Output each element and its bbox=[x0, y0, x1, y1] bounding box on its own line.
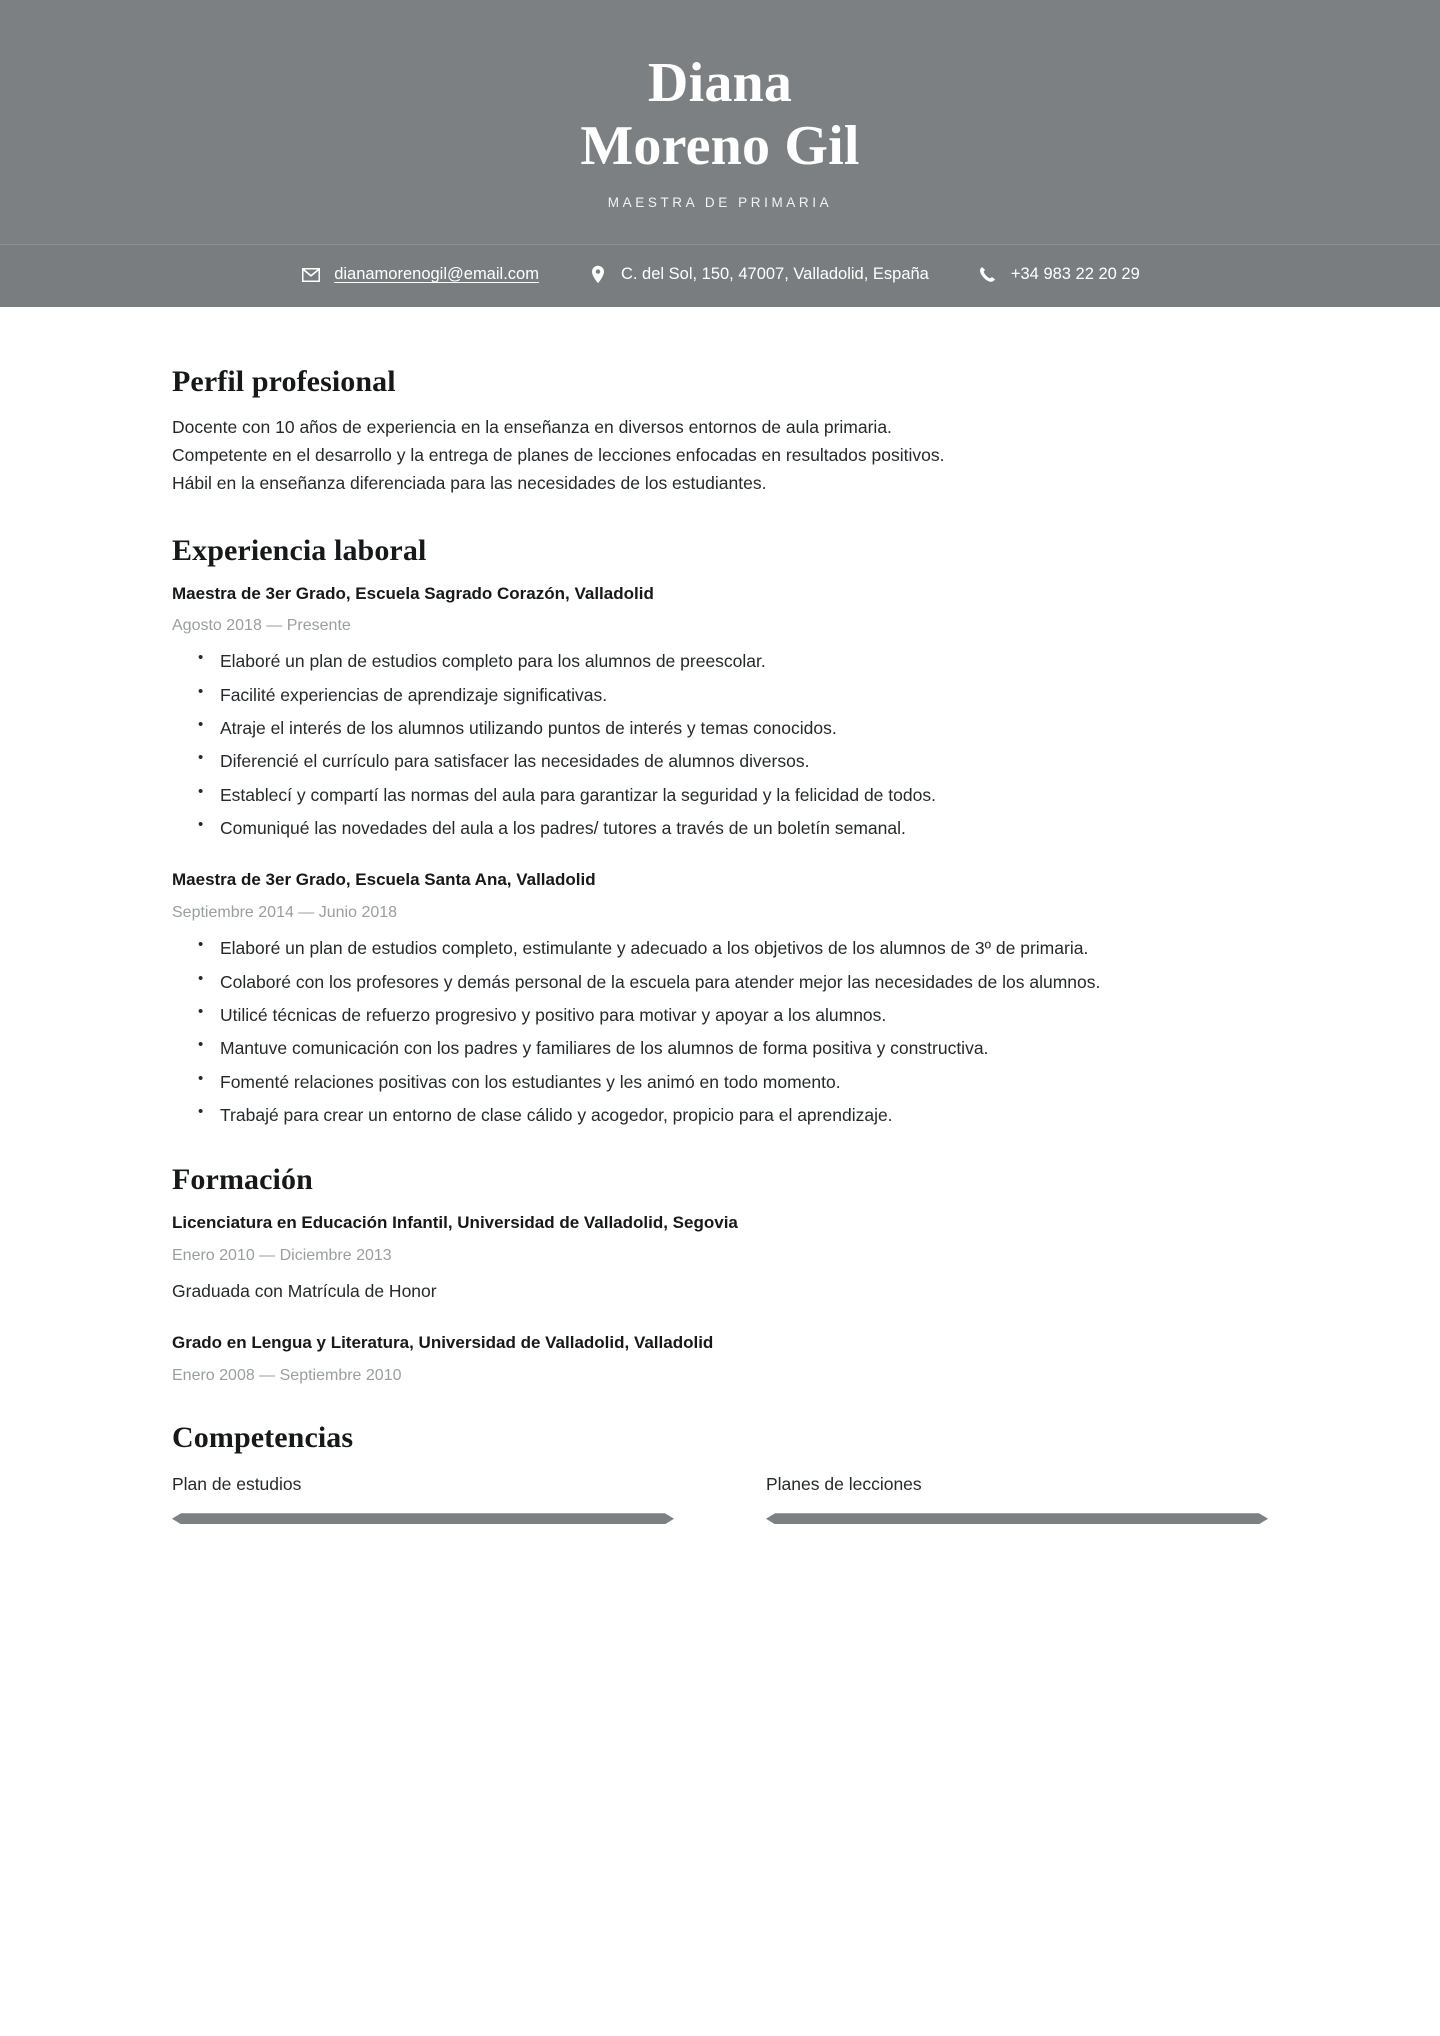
skills-grid bbox=[172, 1469, 1268, 1524]
experience-entry bbox=[172, 868, 1268, 1129]
bullet-item: • Elaboré un plan de estudios completo, estimulante y adecuado a los objetivos de los alumnos de 3º de primaria. bbox=[198, 934, 1268, 962]
education-entry bbox=[172, 1211, 1268, 1305]
education-entry-note: Graduada con Matrícula de Honor bbox=[172, 1281, 437, 1302]
bullet-item: • Elaboré un plan de estudios completo para los alumnos de preescolar. bbox=[198, 647, 1268, 675]
envelope-icon bbox=[300, 265, 322, 285]
skill-label: Plan de estudios bbox=[172, 1474, 302, 1494]
skill-level-track bbox=[172, 1513, 674, 1524]
bullet-item: • Comuniqué las novedades del aula a los padres/ tutores a través de un boletín semanal. bbox=[198, 814, 1268, 842]
phone-icon bbox=[977, 265, 999, 285]
section-profile bbox=[172, 365, 1268, 498]
profile-line: Docente con 10 años de experiencia en la enseñanza en diversos entornos de aula primaria. bbox=[172, 416, 892, 437]
bullet-item: • Atraje el interés de los alumnos utilizando puntos de interés y temas conocidos. bbox=[198, 714, 1268, 742]
experience-bullet-list bbox=[172, 934, 1268, 1129]
section-title-profile: Perfil profesional bbox=[172, 364, 396, 398]
resume-header bbox=[0, 0, 1440, 244]
experience-entry-dates: Septiembre 2014 — Junio 2018 bbox=[172, 904, 398, 922]
contact-email-text: dianamorenogil@email.com bbox=[334, 265, 539, 284]
last-name: Moreno Gil bbox=[580, 115, 860, 178]
section-education bbox=[172, 1163, 1268, 1387]
contact-phone bbox=[977, 265, 1140, 285]
contact-group bbox=[300, 265, 1140, 285]
education-entry bbox=[172, 1331, 1268, 1387]
bullet-item: • Colaboré con los profesores y demás personal de la escuela para atender mejor las necesidades de los alumnos. bbox=[198, 968, 1268, 996]
bullet-item: • Mantuve comunicación con los padres y familiares de los alumnos de forma positiva y constructiva. bbox=[198, 1034, 1268, 1062]
contact-bar bbox=[0, 244, 1440, 307]
bullet-item: • Utilicé técnicas de refuerzo progresivo y positivo para motivar y apoyar a los alumnos. bbox=[198, 1001, 1268, 1029]
bullet-item: • Facilité experiencias de aprendizaje significativas. bbox=[198, 681, 1268, 709]
experience-entry-title: Maestra de 3er Grado, Escuela Santa Ana, Valladolid bbox=[172, 870, 596, 890]
experience-entry-title: Maestra de 3er Grado, Escuela Sagrado Corazón, Valladolid bbox=[172, 583, 654, 603]
bullet-item: • Trabajé para crear un entorno de clase cálido y acogedor, propicio para el aprendizaje. bbox=[198, 1101, 1268, 1129]
skill-level-fill bbox=[766, 1513, 1268, 1524]
resume-body bbox=[0, 307, 1440, 1739]
skill-level-fill bbox=[172, 1513, 674, 1524]
profile-line: Hábil en la enseñanza diferenciada para las necesidades de los estudiantes. bbox=[172, 473, 767, 494]
section-title-experience: Experiencia laboral bbox=[172, 533, 427, 567]
profile-line: Competente en el desarrollo y la entrega de planes de lecciones enfocadas en resultados positivos. bbox=[172, 444, 945, 465]
experience-bullet-list bbox=[172, 647, 1268, 842]
bullet-item: • Fomenté relaciones positivas con los estudiantes y les animó en todo momento. bbox=[198, 1068, 1268, 1096]
section-experience bbox=[172, 534, 1268, 1130]
contact-email[interactable] bbox=[300, 265, 539, 285]
contact-address bbox=[587, 265, 929, 285]
education-entry-title: Licenciatura en Educación Infantil, Universidad de Valladolid, Segovia bbox=[172, 1213, 738, 1233]
contact-phone-text: +34 983 22 20 29 bbox=[1010, 265, 1140, 284]
map-pin-icon bbox=[587, 265, 609, 285]
section-skills bbox=[172, 1421, 1268, 1524]
experience-entry bbox=[172, 582, 1268, 843]
experience-entry-dates: Agosto 2018 — Presente bbox=[172, 617, 351, 635]
bullet-item: • Establecí y compartí las normas del aula para garantizar la seguridad y la felicidad de todos. bbox=[198, 781, 1268, 809]
skill-item bbox=[766, 1469, 1268, 1524]
bullet-item: • Diferencié el currículo para satisfacer las necesidades de alumnos diversos. bbox=[198, 747, 1268, 775]
section-title-skills: Competencias bbox=[172, 1421, 354, 1454]
job-title: MAESTRA DE PRIMARIA bbox=[607, 194, 833, 210]
contact-address-text: C. del Sol, 150, 47007, Valladolid, España bbox=[620, 265, 929, 284]
skill-item bbox=[172, 1469, 674, 1524]
first-name: Diana bbox=[647, 52, 793, 114]
education-entry-dates: Enero 2010 — Diciembre 2013 bbox=[172, 1246, 392, 1264]
skill-label: Planes de lecciones bbox=[766, 1474, 922, 1494]
skill-level-track bbox=[766, 1513, 1268, 1524]
education-entry-title: Grado en Lengua y Literatura, Universidad de Valladolid, Valladolid bbox=[172, 1333, 714, 1353]
section-title-education: Formación bbox=[172, 1163, 313, 1197]
education-entry-dates: Enero 2008 — Septiembre 2010 bbox=[172, 1366, 402, 1384]
page-bottom-spacer bbox=[172, 1558, 1268, 1738]
